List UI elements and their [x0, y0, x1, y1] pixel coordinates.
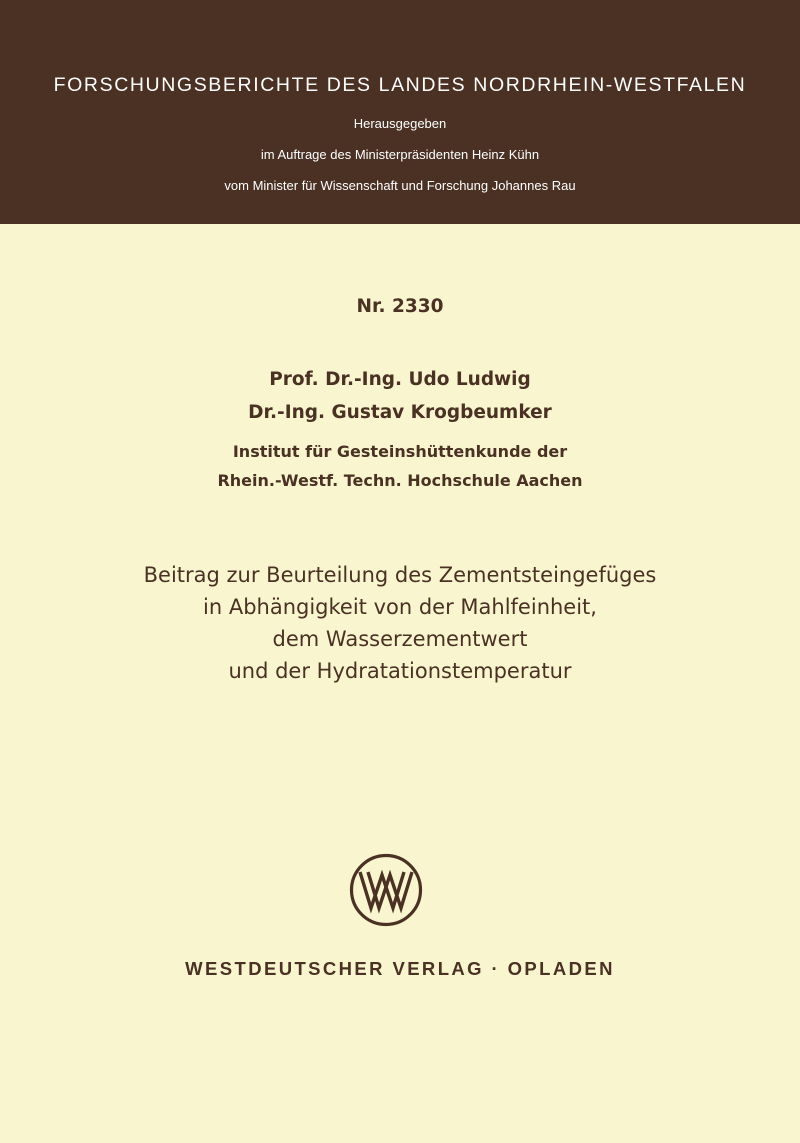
author-name: Prof. Dr.-Ing. Udo Ludwig — [269, 369, 531, 390]
author-name: Dr.-Ing. Gustav Krogbeumker — [248, 402, 552, 423]
header-commission-line: im Auftrage des Ministerpräsidenten Heinz Kühn — [260, 147, 540, 162]
institute-line: Rhein.-Westf. Techn. Hochschule Aachen — [217, 471, 583, 490]
report-number: Nr. 2330 — [356, 296, 444, 317]
institute-line: Institut für Gesteinshüttenkunde der — [232, 442, 568, 461]
header-editor-line: Herausgegeben — [353, 116, 447, 131]
book-title-line: Beitrag zur Beurteilung des Zementsteingefüges — [143, 563, 657, 587]
book-title-line: in Abhängigkeit von der Mahlfeinheit, — [203, 595, 597, 619]
header-minister-line: vom Minister für Wissenschaft und Forschung Johannes Rau — [224, 178, 576, 193]
book-title-line: dem Wasserzementwert — [272, 627, 528, 651]
header-band — [0, 0, 800, 224]
publisher-name: WESTDEUTSCHER VERLAG · OPLADEN — [185, 958, 615, 979]
book-title-line: und der Hydratationstemperatur — [228, 659, 572, 683]
ww-logo-icon — [349, 853, 423, 927]
series-title: FORSCHUNGSBERICHTE DES LANDES NORDRHEIN-WESTFALEN — [53, 74, 747, 96]
